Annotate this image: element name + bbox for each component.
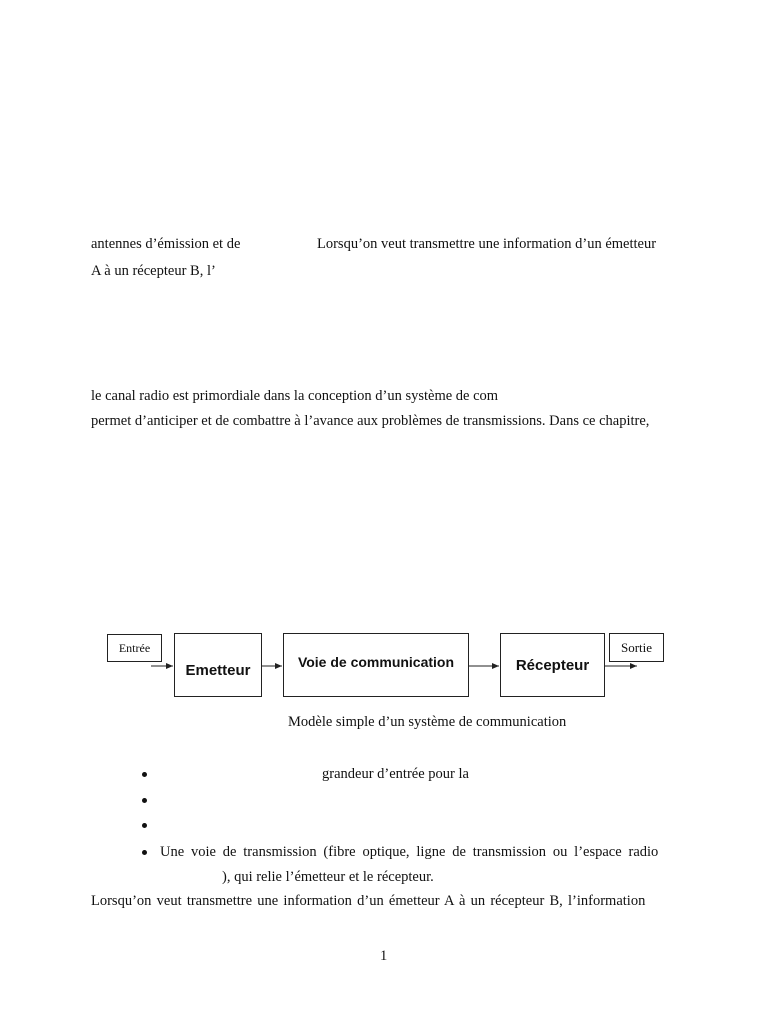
paragraph3-line1: Lorsqu’on veut transmettre une information d’un émetteur A à un récepteur B, l’information bbox=[91, 893, 646, 909]
output-label: Sortie bbox=[620, 639, 653, 655]
page-number: 1 bbox=[380, 948, 388, 964]
bullet-item-4-line1 bbox=[160, 844, 676, 861]
bullet-item-4-line2: ), qui relie l’émetteur et le récepteur. bbox=[222, 869, 434, 885]
bullet-marker-2 bbox=[142, 798, 147, 803]
bullet-item-4-line1-text: Une voie de transmission (fibre optique, ligne de transmission ou l’espace radio bbox=[160, 844, 659, 860]
receiver-label: Récepteur bbox=[515, 656, 590, 674]
paragraph1-line1-right: Lorsqu’on veut transmettre une information d’un émetteur bbox=[317, 236, 657, 252]
transmitter-label: Emetteur bbox=[185, 661, 251, 679]
paragraph1-line2: A à un récepteur B, l’ bbox=[91, 263, 216, 279]
bullet-marker-4 bbox=[142, 850, 147, 855]
paragraph1-line1-left: antennes d’émission et de bbox=[91, 236, 241, 252]
diagram-caption: Modèle simple d’un système de communication bbox=[288, 714, 567, 730]
paragraph2-line2: permet d’anticiper et de combattre à l’avance aux problèmes de transmissions. Dans ce chapitre, bbox=[91, 413, 650, 429]
bullet-item-1-text: grandeur d’entrée pour la bbox=[322, 766, 469, 782]
bullet-marker-1 bbox=[142, 772, 147, 777]
input-label: Entrée bbox=[118, 640, 151, 655]
paragraph2-line1: le canal radio est primordiale dans la conception d’un système de com bbox=[91, 388, 499, 404]
bullet-marker-3 bbox=[142, 823, 147, 828]
channel-label: Voie de communication bbox=[297, 654, 455, 670]
